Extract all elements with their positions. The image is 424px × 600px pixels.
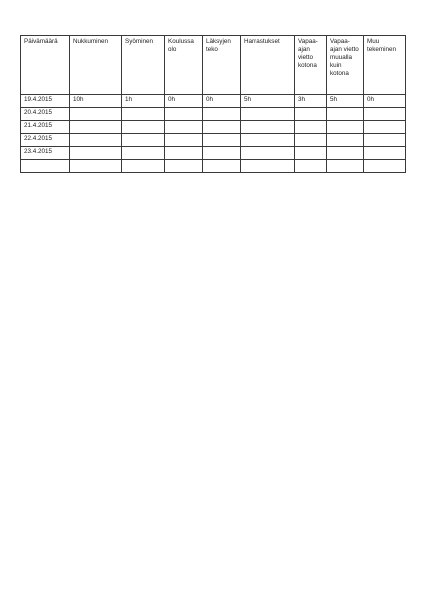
table-cell — [122, 134, 165, 147]
table-cell — [122, 121, 165, 134]
table-cell — [295, 134, 327, 147]
table-row — [21, 108, 406, 121]
table-cell — [203, 134, 241, 147]
table-cell: 23.4.2015 — [21, 147, 70, 160]
header-row — [21, 36, 406, 95]
table-row — [21, 121, 406, 134]
table-cell — [122, 108, 165, 121]
table-cell: 20.4.2015 — [21, 108, 70, 121]
table-body — [21, 95, 406, 173]
table-cell — [203, 147, 241, 160]
table-cell — [241, 147, 295, 160]
header-cell-eating: Syöminen — [122, 36, 165, 95]
table-cell — [165, 160, 203, 173]
table-cell — [364, 121, 406, 134]
table-cell — [70, 160, 122, 173]
table-row — [21, 95, 406, 108]
header-cell-date: Päivämäärä — [21, 36, 70, 95]
header-cell-hobbies: Harrastukset — [241, 36, 295, 95]
table-row — [21, 147, 406, 160]
table-cell — [295, 147, 327, 160]
table-cell — [241, 160, 295, 173]
table-cell — [122, 147, 165, 160]
table-cell — [241, 121, 295, 134]
table-cell — [295, 160, 327, 173]
table-cell: 0h — [165, 95, 203, 108]
table-cell — [70, 121, 122, 134]
table-cell: 21.4.2015 — [21, 121, 70, 134]
table-cell — [241, 108, 295, 121]
table-cell: 5h — [327, 95, 364, 108]
header-cell-homework: Läksyjen teko — [203, 36, 241, 95]
table-cell — [165, 121, 203, 134]
table-cell — [203, 108, 241, 121]
table-cell — [203, 160, 241, 173]
table-cell — [241, 134, 295, 147]
table-cell — [165, 108, 203, 121]
header-cell-leisure-away: Vapaa-ajan vietto muualla kuin kotona — [327, 36, 364, 95]
table-cell: 1h — [122, 95, 165, 108]
table-row — [21, 160, 406, 173]
table-cell — [295, 108, 327, 121]
header-cell-sleeping: Nukkuminen — [70, 36, 122, 95]
table-cell — [327, 108, 364, 121]
table-cell — [364, 134, 406, 147]
table-cell: 3h — [295, 95, 327, 108]
table-cell — [364, 108, 406, 121]
header-cell-leisure-home: Vapaa-ajan vietto kotona — [295, 36, 327, 95]
table-cell: 5h — [241, 95, 295, 108]
table-cell — [327, 160, 364, 173]
table-row — [21, 134, 406, 147]
table-cell: 0h — [364, 95, 406, 108]
table-cell — [203, 121, 241, 134]
table-cell — [21, 160, 70, 173]
table-cell — [70, 134, 122, 147]
table-cell — [295, 121, 327, 134]
table-cell — [327, 147, 364, 160]
table-cell: 22.4.2015 — [21, 134, 70, 147]
activity-log-table — [20, 35, 406, 173]
table-cell — [364, 160, 406, 173]
table-cell — [327, 121, 364, 134]
header-cell-other: Muu tekeminen — [364, 36, 406, 95]
table-cell — [70, 108, 122, 121]
table-cell: 10h — [70, 95, 122, 108]
table-cell — [70, 147, 122, 160]
table-cell — [165, 147, 203, 160]
table-cell: 19.4.2015 — [21, 95, 70, 108]
table-cell — [364, 147, 406, 160]
table-cell: 0h — [203, 95, 241, 108]
header-cell-school: Koulussa olo — [165, 36, 203, 95]
table-cell — [327, 134, 364, 147]
table-cell — [122, 160, 165, 173]
table-cell — [165, 134, 203, 147]
